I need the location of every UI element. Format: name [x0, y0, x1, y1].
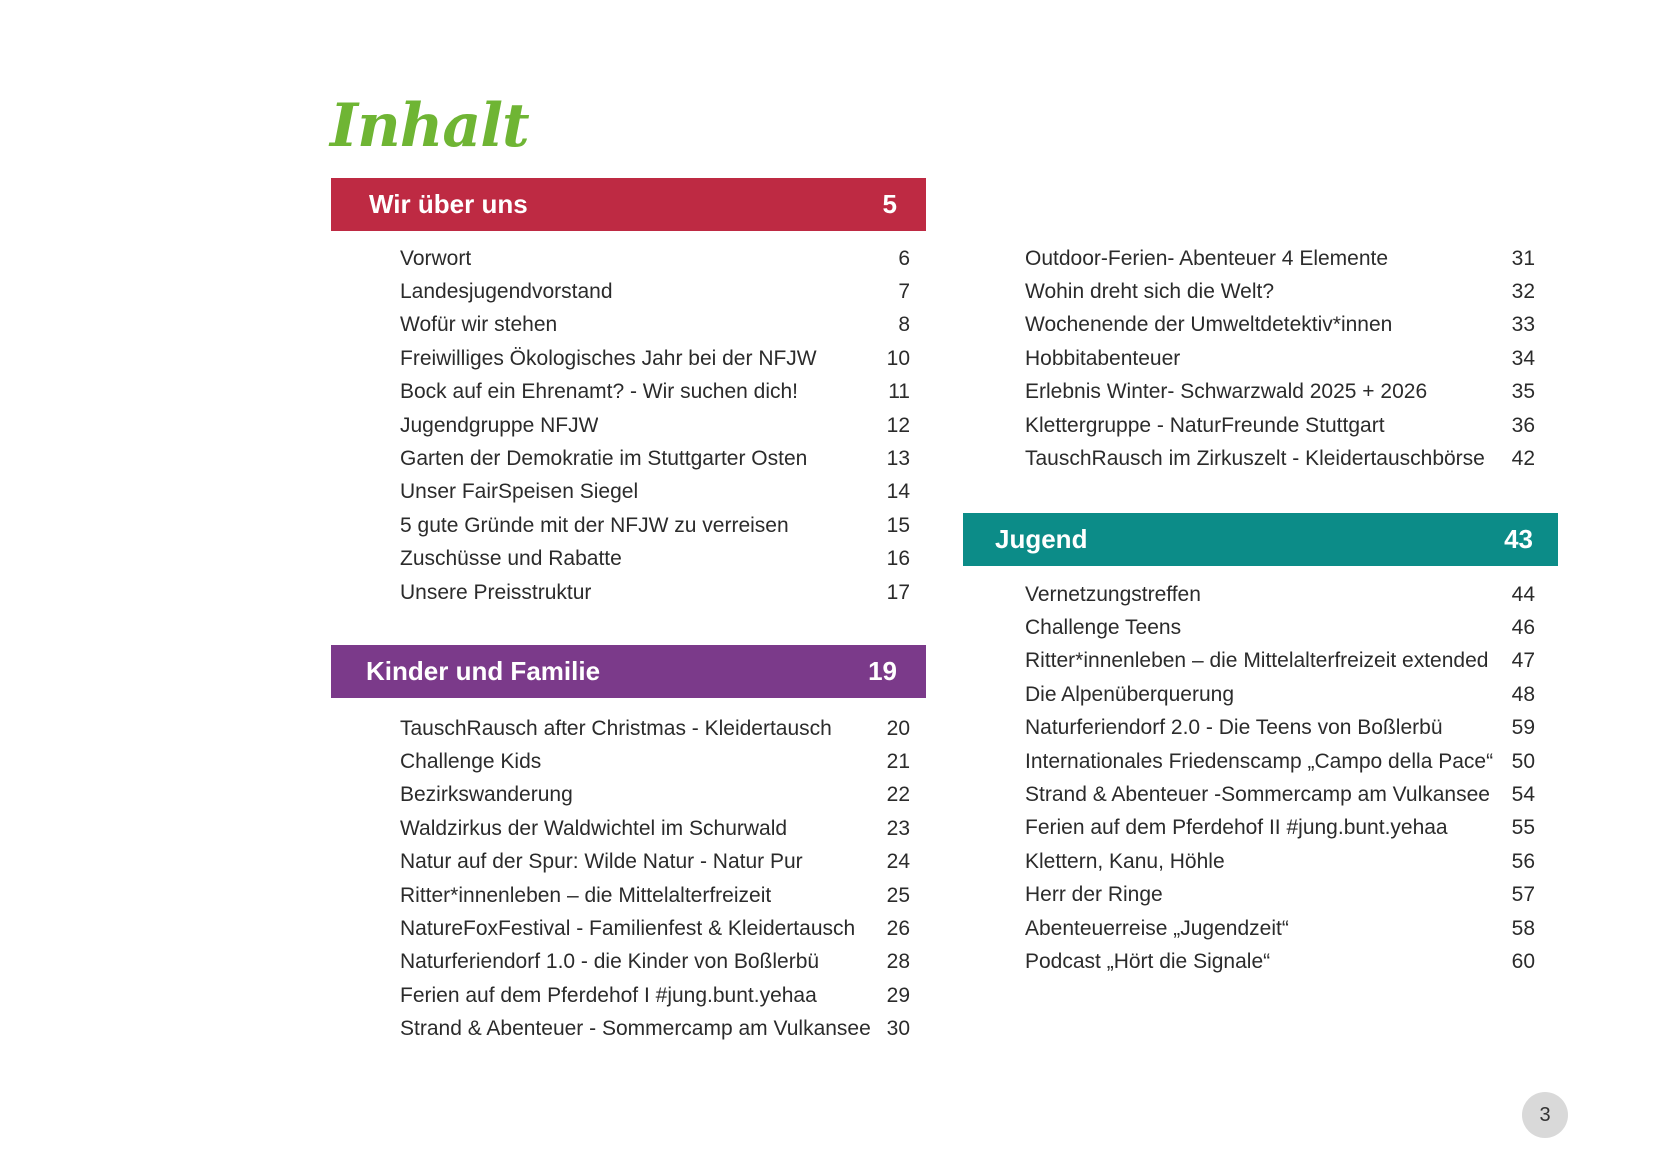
toc-entry[interactable]	[1025, 678, 1535, 711]
toc-entry-page-number: 59	[1511, 716, 1535, 740]
toc-entry[interactable]	[400, 509, 910, 542]
toc-entry-page-number: 57	[1511, 883, 1535, 907]
toc-entry[interactable]	[1025, 645, 1535, 678]
toc-entry[interactable]	[400, 1013, 910, 1046]
toc-entry[interactable]	[1025, 945, 1535, 978]
toc-entry-title: Natur auf der Spur: Wilde Natur - Natur Pur	[400, 850, 803, 874]
toc-entry-title: Vorwort	[400, 246, 472, 270]
toc-entry-page-number: 22	[886, 783, 910, 807]
toc-list-wir-ueber-uns	[400, 242, 910, 609]
toc-entry-page-number: 42	[1511, 447, 1535, 471]
toc-entry[interactable]	[1025, 912, 1535, 945]
toc-entry-title: Ritter*innenleben – die Mittelalterfreizeit extended	[1025, 649, 1489, 673]
toc-entry-page-number: 36	[1511, 413, 1535, 437]
toc-entry-title: Bock auf ein Ehrenamt? - Wir suchen dich!	[400, 380, 799, 404]
toc-entry[interactable]	[400, 442, 910, 475]
toc-entry-title: Bezirkswanderung	[400, 783, 573, 807]
toc-entry-title: Strand & Abenteuer -Sommercamp am Vulkansee	[1025, 783, 1490, 807]
toc-entry-page-number: 56	[1511, 849, 1535, 873]
page-number-badge: 3	[1522, 1092, 1568, 1138]
toc-entry[interactable]	[400, 543, 910, 576]
section-page-number: 43	[1504, 524, 1533, 554]
toc-entry[interactable]	[400, 342, 910, 375]
toc-entry[interactable]	[400, 812, 910, 845]
toc-entry-page-number: 6	[898, 246, 910, 270]
toc-entry-title: NatureFoxFestival - Familienfest & Kleidertausch	[400, 917, 856, 941]
toc-entry[interactable]	[400, 946, 910, 979]
section-header-wir-ueber-uns[interactable]	[331, 178, 926, 231]
toc-entry-page-number: 8	[898, 313, 910, 337]
toc-entry[interactable]	[400, 242, 910, 275]
toc-entry-title: Ritter*innenleben – die Mittelalterfreizeit	[400, 883, 772, 907]
toc-entry-title: Zuschüsse und Rabatte	[400, 547, 622, 571]
toc-entry[interactable]	[400, 476, 910, 509]
toc-entry-page-number: 29	[886, 983, 910, 1007]
toc-entry-page-number: 54	[1511, 783, 1535, 807]
toc-entry-page-number: 17	[886, 580, 910, 604]
toc-entry-page-number: 11	[888, 380, 910, 404]
toc-entry-page-number: 16	[886, 547, 910, 571]
toc-entry-page-number: 10	[886, 346, 910, 370]
toc-entry[interactable]	[400, 745, 910, 778]
toc-entry-title: Ferien auf dem Pferdehof II #jung.bunt.yehaa	[1025, 816, 1448, 840]
toc-entry-page-number: 35	[1511, 380, 1535, 404]
toc-entry-title: Unsere Preisstruktur	[400, 580, 592, 604]
toc-entry-page-number: 7	[898, 280, 910, 304]
toc-entry-title: TauschRausch after Christmas - Kleidertausch	[400, 716, 832, 740]
toc-entry-page-number: 50	[1511, 749, 1535, 773]
toc-entry-title: Vernetzungstreffen	[1025, 582, 1201, 606]
toc-entry-title: Waldzirkus der Waldwichtel im Schurwald	[400, 816, 788, 840]
toc-entry-title: Freiwilliges Ökologisches Jahr bei der NFJW	[400, 346, 817, 370]
toc-entry-title: Unser FairSpeisen Siegel	[400, 480, 639, 504]
toc-entry-page-number: 15	[886, 513, 910, 537]
toc-entry[interactable]	[1025, 611, 1535, 644]
toc-entry[interactable]	[1025, 376, 1535, 409]
toc-entry[interactable]	[1025, 578, 1535, 611]
toc-entry-title: Wohin dreht sich die Welt?	[1025, 280, 1275, 304]
toc-entry-page-number: 60	[1511, 949, 1535, 973]
toc-entry-page-number: 25	[886, 883, 910, 907]
toc-entry-title: Ferien auf dem Pferdehof I #jung.bunt.yehaa	[400, 983, 817, 1007]
section-page-number: 19	[868, 656, 897, 686]
toc-entry[interactable]	[400, 979, 910, 1012]
toc-entry-title: Erlebnis Winter- Schwarzwald 2025 + 2026	[1025, 380, 1428, 404]
toc-entry[interactable]	[400, 409, 910, 442]
toc-entry[interactable]	[1025, 309, 1535, 342]
toc-entry[interactable]	[400, 376, 910, 409]
toc-entry-title: 5 gute Gründe mit der NFJW zu verreisen	[400, 513, 789, 537]
toc-entry-page-number: 32	[1511, 280, 1535, 304]
toc-entry-page-number: 46	[1511, 616, 1535, 640]
toc-entry-title: Internationales Friedenscamp „Campo della Pace“	[1025, 749, 1494, 773]
toc-entry-title: TauschRausch im Zirkuszelt - Kleidertauschbörse	[1025, 447, 1485, 471]
toc-entry-page-number: 31	[1511, 246, 1535, 270]
toc-entry[interactable]	[400, 309, 910, 342]
toc-entry-title: Challenge Kids	[400, 750, 542, 774]
toc-entry[interactable]	[1025, 342, 1535, 375]
toc-entry-title: Hobbitabenteuer	[1025, 346, 1181, 370]
toc-entry[interactable]	[400, 912, 910, 945]
toc-entry-page-number: 28	[886, 950, 910, 974]
toc-entry-page-number: 44	[1511, 582, 1535, 606]
toc-entry-page-number: 34	[1511, 346, 1535, 370]
toc-entry[interactable]	[1025, 442, 1535, 475]
section-header-kinder-und-familie[interactable]	[331, 645, 926, 698]
page-title: Inhalt	[330, 91, 529, 161]
toc-list-kinder-und-familie	[400, 712, 910, 1046]
toc-entry[interactable]	[1025, 778, 1535, 811]
toc-entry-page-number: 21	[886, 750, 910, 774]
toc-entry-page-number: 55	[1511, 816, 1535, 840]
toc-entry-title: Challenge Teens	[1025, 616, 1182, 640]
toc-entry-title: Wochenende der Umweltdetektiv*innen	[1025, 313, 1393, 337]
toc-list-jugend	[1025, 578, 1535, 979]
toc-entry-page-number: 24	[886, 850, 910, 874]
toc-entry-page-number: 26	[886, 917, 910, 941]
toc-entry[interactable]	[400, 879, 910, 912]
toc-entry[interactable]	[1025, 409, 1535, 442]
toc-entry[interactable]	[400, 576, 910, 609]
toc-entry-title: Klettergruppe - NaturFreunde Stuttgart	[1025, 413, 1385, 437]
toc-entry-page-number: 12	[886, 413, 910, 437]
toc-entry-title: Garten der Demokratie im Stuttgarter Osten	[400, 447, 808, 471]
toc-entry-title: Herr der Ringe	[1025, 883, 1163, 907]
toc-entry[interactable]	[1025, 745, 1535, 778]
toc-entry-title: Die Alpenüberquerung	[1025, 682, 1234, 706]
toc-entry[interactable]	[400, 779, 910, 812]
toc-entry-page-number: 23	[886, 816, 910, 840]
section-page-number: 5	[882, 189, 897, 219]
toc-entry-page-number: 33	[1511, 313, 1535, 337]
toc-entry-page-number: 20	[886, 716, 910, 740]
toc-entry[interactable]	[400, 712, 910, 745]
toc-entry-title: Landesjugendvorstand	[400, 280, 613, 304]
toc-entry-title: Outdoor-Ferien- Abenteuer 4 Elemente	[1025, 246, 1389, 270]
toc-entry-title: Klettern, Kanu, Höhle	[1025, 849, 1225, 873]
toc-entry-page-number: 58	[1511, 916, 1535, 940]
section-title: Jugend	[995, 524, 1088, 554]
toc-entry-page-number: 48	[1511, 682, 1535, 706]
section-title: Kinder und Familie	[366, 656, 601, 686]
toc-entry-page-number: 47	[1511, 649, 1535, 673]
toc-entry[interactable]	[1025, 712, 1535, 745]
toc-entry-title: Podcast „Hört die Signale“	[1025, 949, 1271, 973]
toc-entry-title: Abenteuerreise „Jugendzeit“	[1025, 916, 1289, 940]
section-title: Wir über uns	[369, 189, 528, 219]
toc-entry-title: Naturferiendorf 2.0 - Die Teens von Boßlerbü	[1025, 716, 1443, 740]
toc-entry[interactable]	[1025, 845, 1535, 878]
section-header-jugend[interactable]	[963, 513, 1558, 566]
toc-entry[interactable]	[1025, 275, 1535, 308]
toc-entry-page-number: 30	[886, 1017, 910, 1041]
toc-entry-title: Naturferiendorf 1.0 - die Kinder von Boßlerbü	[400, 950, 820, 974]
toc-entry[interactable]	[400, 275, 910, 308]
toc-list-kinder-und-familie-continued	[1025, 242, 1535, 476]
toc-entry-title: Strand & Abenteuer - Sommercamp am Vulkansee	[400, 1017, 871, 1041]
toc-entry[interactable]	[1025, 242, 1535, 275]
toc-entry[interactable]	[400, 846, 910, 879]
toc-entry-title: Wofür wir stehen	[400, 313, 558, 337]
toc-entry-page-number: 13	[886, 447, 910, 471]
toc-entry[interactable]	[1025, 879, 1535, 912]
toc-entry-title: Jugendgruppe NFJW	[400, 413, 599, 437]
toc-entry[interactable]	[1025, 812, 1535, 845]
toc-entry-page-number: 14	[886, 480, 910, 504]
